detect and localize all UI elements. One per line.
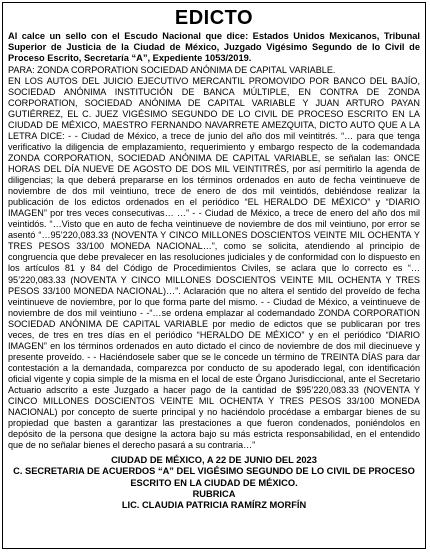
closing-date: CIUDAD DE MÉXICO, A 22 DE JUNIO DEL 2023	[111, 455, 317, 466]
edicto-notice	[2, 2, 426, 549]
page-title: EDICTO	[174, 7, 254, 29]
closing-block	[8, 455, 420, 511]
closing-signer: LIC. CLAUDIA PATRICIA RAMÍRZ MORFÍN	[121, 500, 307, 511]
addressee-line: PARA: ZONDA CORPORATION SOCIEDAD ANÓNIMA DE CAPITAL VARIABLE.	[8, 64, 336, 75]
intro-paragraph: Al calce un sello con el Escudo Nacional que dice: Estados Unidos Mexicanos, Tribunal Superior de Justicia de la Ciudad de México, Juzgado Vigésimo Segundo de lo Civil de Proceso Escrito, Secretaría “A”, Expediente 1053/2019.	[8, 31, 420, 64]
body-paragraph: EN LOS AUTOS DEL JUICIO EJECUTIVO MERCANTIL PROMOVIDO POR BANCO DEL BAJÍO, SOCIEDAD ANÓNIMA INSTITUCIÓN DE BANCA MÚLTIPLE, EN CONTRA DE ZONDA CORPORATION, SOCIEDAD ANÓNIMA DE CAPITAL VARIABLE Y JUAN ARTURO PAYAN GUTIÉRREZ, EL C. JUEZ VIGÉSIMO SEGUNDO DE LO CIVIL DE PROCESO ESCRITO EN LA CIUDAD DE MÉXICO, MAESTRO FERNANDO NAVARRETE AMEZQUITA, DICTO AUTO QUE A LA LETRA DICE: - - Ciudad de México, a trece de junio del año dos mil veintitrés. “… para que tenga verificativo la diligencia de emplazamiento, requerimiento y embargo respecto de la codemandada ZONDA CORPORATION, SOCIEDAD ANÓNIMA DE CAPITAL VARIABLE, se señalan las: ONCE HORAS DEL DÍA NUEVE DE AGOSTO DE DOS MIL VEINTITRÉS, por así permitirlo la agenda de diligencias; la que deberá prepararse en los términos ordenados en auto de fecha veintinueve de noviembre de dos mil veintiuno, trece de enero de dos mil veintidós, debiéndose realizar la publicación de los edictos ordenados en el periódico “EL HERALDO DE MÉXICO” y “DIARIO IMAGEN” por tres veces consecutivas… …” - - Ciudad de México, a trece de enero del año dos mil veintidós. “…Visto que en auto de fecha veintinueve de noviembre de dos mil veintiuno, por error se asentó “…95’220,083.33 (NOVENTA Y CINCO MILLONES DOSCIENTOS VEINTE MIL OCHENTA Y TRES PESOS 33/100 MONEDA NACIONAL…”, como se solicita, atendiendo al principio de congruencia que debe prevalecer en las resoluciones judiciales y de conformidad con lo dispuesto en los artículos 81 y 84 del Código de Procedimientos Civiles, se aclara que lo correcto es “…95’220,083.33 (NOVENTA Y CINCO MILLONES DOSCIENTOS VEINTE MIL OCHENTA Y TRES PESOS 33/100 MONEDA NACIONAL)…”. Aclaración que no altera el sentido del proveído de fecha veintinueve de noviembre, por lo que forma parte del mismo. - - Ciudad de México, a veintinueve de noviembre de dos mil veintiuno - -“…se ordena emplazar al codemandado ZONDA CORPORATION SOCIEDAD ANÓNIMA DE CAPITAL VARIABLE por medio de edictos que se publicaran por tres veces, de tres en tres días en el periódico “HERALDO DE MÉXICO” y en el periódico “DIARIO IMAGEN” en los términos ordenados en auto dictado el cinco de noviembre de dos mil diecinueve y presente proveído. - - Haciéndosele saber que se le concede un término de TREINTA DÍAS para dar contestación a la demandada, comparezca por conducto de su apoderado legal, con identificación oficial vigente y copia simple de la misma en el local de este Órgano Jurisdiccional, ante el Secretario Actuario adscrito a este Juzgado a hacer pago de la cantidad de $95’220,083.33 (NOVENTA Y CINCO MILLONES DOSCIENTOS VEINTE MIL OCHENTA Y TRES PESOS 33/100 MONEDA NACIONAL) por concepto de suerte principal y no haciéndolo procédase a embargar bienes de su propiedad que basten a garantizar las prestaciones a que fueron condenados, poniéndolos en depósito de la persona que designe la actora bajo su más estricta responsabilidad, en el entendido que de no señalar bienes el derecho pasará a su contraria…”	[8, 75, 420, 451]
closing-office: C. SECRETARIA DE ACUERDOS “A” DEL VIGÉSIMO SEGUNDO DE LO CIVIL DE PROCESO ESCRITO EN LA CIUDAD DE MÉXICO.	[13, 466, 415, 488]
closing-rubrica: RUBRICA	[192, 488, 236, 499]
